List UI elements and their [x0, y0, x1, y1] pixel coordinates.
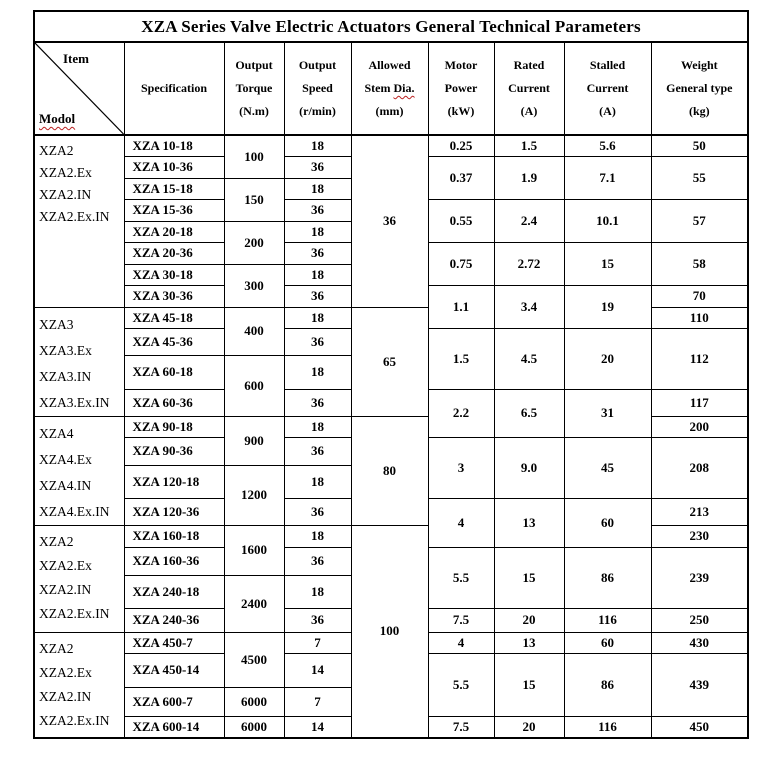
- torque-cell: 300: [224, 264, 284, 307]
- speed-cell: 36: [284, 437, 351, 465]
- weight-cell: 112: [651, 328, 748, 389]
- stem-dia-cell: 65: [351, 307, 428, 416]
- page-title: XZA Series Valve Electric Actuators General Technical Parameters: [34, 11, 748, 42]
- stalled-current-cell: 45: [564, 437, 651, 499]
- rated-current-cell: 20: [494, 716, 564, 738]
- spec-cell: XZA 600-14: [124, 716, 224, 738]
- model-name: XZA2.Ex.IN: [39, 605, 110, 621]
- weight-cell: 430: [651, 632, 748, 653]
- stalled-current-cell: 116: [564, 716, 651, 738]
- stem-dia-cell: 80: [351, 416, 428, 525]
- rated-current-cell: 20: [494, 608, 564, 632]
- weight-cell: 50: [651, 135, 748, 156]
- stem-dia-cell: 36: [351, 135, 428, 307]
- stalled-current-cell: 60: [564, 499, 651, 547]
- speed-cell: 36: [284, 547, 351, 575]
- spec-cell: XZA 160-36: [124, 547, 224, 575]
- weight-cell: 239: [651, 547, 748, 608]
- table-row: [34, 135, 748, 156]
- spec-cell: XZA 450-14: [124, 653, 224, 687]
- power-cell: 5.5: [428, 547, 494, 608]
- power-cell: 4: [428, 632, 494, 653]
- rated-current-cell: 6.5: [494, 389, 564, 437]
- spec-cell: XZA 15-18: [124, 178, 224, 199]
- weight-cell: 208: [651, 437, 748, 499]
- spec-cell: XZA 10-18: [124, 135, 224, 156]
- model-name: XZA3: [39, 316, 74, 332]
- stalled-current-cell: 86: [564, 653, 651, 716]
- stalled-current-cell: 60: [564, 632, 651, 653]
- spec-cell: XZA 60-18: [124, 356, 224, 390]
- spec-cell: XZA 90-18: [124, 416, 224, 437]
- speed-cell: 36: [284, 389, 351, 416]
- speed-cell: 14: [284, 653, 351, 687]
- header-weight: Weight General type (kg): [651, 42, 748, 135]
- speed-cell: 18: [284, 135, 351, 156]
- speed-cell: 7: [284, 632, 351, 653]
- rated-current-cell: 2.72: [494, 242, 564, 285]
- rated-current-cell: 2.4: [494, 199, 564, 242]
- weight-cell: 200: [651, 416, 748, 437]
- speed-cell: 36: [284, 328, 351, 356]
- model-group-cell: [34, 416, 124, 525]
- weight-cell: 450: [651, 716, 748, 738]
- torque-cell: 100: [224, 135, 284, 178]
- power-cell: 7.5: [428, 608, 494, 632]
- header-output-torque: Output Torque (N.m): [224, 42, 284, 135]
- spec-cell: XZA 120-36: [124, 499, 224, 525]
- power-cell: 0.37: [428, 156, 494, 199]
- spec-cell: XZA 45-36: [124, 328, 224, 356]
- weight-cell: 70: [651, 285, 748, 307]
- header-motor-power: Motor Power (kW): [428, 42, 494, 135]
- speed-cell: 18: [284, 221, 351, 242]
- rated-current-cell: 13: [494, 499, 564, 547]
- spec-cell: XZA 240-36: [124, 608, 224, 632]
- parameters-table: [33, 10, 749, 739]
- torque-cell: 900: [224, 416, 284, 465]
- speed-cell: 18: [284, 465, 351, 498]
- header-specification-label: Specification: [141, 81, 207, 95]
- rated-current-cell: 1.9: [494, 156, 564, 199]
- power-cell: 2.2: [428, 389, 494, 437]
- rated-current-cell: 15: [494, 653, 564, 716]
- power-cell: 1.5: [428, 328, 494, 389]
- header-row: [34, 42, 748, 135]
- torque-cell: 1200: [224, 465, 284, 525]
- torque-cell: 200: [224, 221, 284, 264]
- model-name: XZA4.IN: [39, 477, 92, 493]
- speed-cell: 36: [284, 499, 351, 525]
- stalled-current-cell: 19: [564, 285, 651, 328]
- torque-cell: 4500: [224, 632, 284, 687]
- torque-cell: 150: [224, 178, 284, 221]
- torque-cell: 1600: [224, 525, 284, 575]
- speed-cell: 7: [284, 687, 351, 716]
- weight-cell: 55: [651, 156, 748, 199]
- stalled-current-cell: 7.1: [564, 156, 651, 199]
- weight-cell: 230: [651, 525, 748, 547]
- torque-cell: 2400: [224, 575, 284, 632]
- power-cell: 0.75: [428, 242, 494, 285]
- power-cell: 7.5: [428, 716, 494, 738]
- power-cell: 4: [428, 499, 494, 547]
- model-group-cell: [34, 307, 124, 416]
- header-output-speed: Output Speed (r/min): [284, 42, 351, 135]
- weight-cell: 250: [651, 608, 748, 632]
- spec-cell: XZA 600-7: [124, 687, 224, 716]
- rated-current-cell: 9.0: [494, 437, 564, 499]
- speed-cell: 18: [284, 178, 351, 199]
- spec-cell: XZA 240-18: [124, 575, 224, 608]
- rated-current-cell: 1.5: [494, 135, 564, 156]
- model-name: XZA2.Ex.IN: [39, 209, 110, 224]
- power-cell: 0.25: [428, 135, 494, 156]
- power-cell: 0.55: [428, 199, 494, 242]
- stalled-current-cell: 31: [564, 389, 651, 437]
- speed-cell: 36: [284, 285, 351, 307]
- spec-cell: XZA 15-36: [124, 199, 224, 221]
- torque-cell: 6000: [224, 687, 284, 716]
- spec-cell: XZA 20-36: [124, 242, 224, 264]
- spec-cell: XZA 45-18: [124, 307, 224, 328]
- stalled-current-cell: 10.1: [564, 199, 651, 242]
- model-name: XZA4.Ex: [39, 451, 92, 467]
- stem-dia-cell: 100: [351, 525, 428, 738]
- weight-cell: 439: [651, 653, 748, 716]
- spec-cell: XZA 20-18: [124, 221, 224, 242]
- weight-cell: 57: [651, 199, 748, 242]
- model-name: XZA2.IN: [39, 581, 92, 597]
- model-name: XZA3.Ex: [39, 342, 92, 358]
- speed-cell: 36: [284, 156, 351, 178]
- rated-current-cell: 4.5: [494, 328, 564, 389]
- header-item-label: Item: [63, 51, 89, 66]
- spec-cell: XZA 120-18: [124, 465, 224, 498]
- spec-cell: XZA 160-18: [124, 525, 224, 547]
- weight-cell: 110: [651, 307, 748, 328]
- spec-cell: XZA 30-36: [124, 285, 224, 307]
- model-name: XZA2.Ex: [39, 664, 92, 680]
- model-name: XZA4: [39, 425, 74, 441]
- item-model-header-cell: [34, 42, 124, 135]
- torque-cell: 6000: [224, 716, 284, 738]
- speed-cell: 18: [284, 307, 351, 328]
- model-name: XZA2.IN: [39, 688, 92, 704]
- spec-cell: XZA 450-7: [124, 632, 224, 653]
- weight-cell: 117: [651, 389, 748, 416]
- speed-cell: 18: [284, 575, 351, 608]
- speed-cell: 14: [284, 716, 351, 738]
- header-allowed-stem-dia: Allowed Stem Dia. (mm): [351, 42, 428, 135]
- model-name: XZA2: [39, 143, 74, 158]
- header-specification: [124, 42, 224, 135]
- model-name: XZA2: [39, 640, 74, 656]
- model-name: XZA2.Ex: [39, 165, 92, 180]
- power-cell: 3: [428, 437, 494, 499]
- spec-cell: XZA 60-36: [124, 389, 224, 416]
- torque-cell: 600: [224, 356, 284, 416]
- model-group-cell: [34, 632, 124, 738]
- speed-cell: 36: [284, 242, 351, 264]
- stalled-current-cell: 116: [564, 608, 651, 632]
- speed-cell: 18: [284, 525, 351, 547]
- header-rated-current: Rated Current (A): [494, 42, 564, 135]
- stalled-current-cell: 15: [564, 242, 651, 285]
- stalled-current-cell: 86: [564, 547, 651, 608]
- rated-current-cell: 15: [494, 547, 564, 608]
- model-group-cell: [34, 525, 124, 632]
- speed-cell: 18: [284, 356, 351, 390]
- weight-cell: 213: [651, 499, 748, 525]
- speed-cell: 18: [284, 416, 351, 437]
- model-group-cell: [34, 135, 124, 307]
- model-name: XZA3.IN: [39, 368, 92, 384]
- speed-cell: 36: [284, 608, 351, 632]
- speed-cell: 18: [284, 264, 351, 285]
- stalled-current-cell: 5.6: [564, 135, 651, 156]
- model-name: XZA3.Ex.IN: [39, 394, 110, 410]
- model-name: XZA2.Ex.IN: [39, 712, 110, 728]
- model-name: XZA2: [39, 533, 74, 549]
- title-row: [34, 11, 748, 42]
- weight-cell: 58: [651, 242, 748, 285]
- spec-cell: XZA 10-36: [124, 156, 224, 178]
- model-name: XZA4.Ex.IN: [39, 503, 110, 519]
- header-stalled-current: Stalled Current (A): [564, 42, 651, 135]
- speed-cell: 36: [284, 199, 351, 221]
- spec-cell: XZA 30-18: [124, 264, 224, 285]
- stalled-current-cell: 20: [564, 328, 651, 389]
- power-cell: 5.5: [428, 653, 494, 716]
- spec-cell: XZA 90-36: [124, 437, 224, 465]
- header-model-label: Modol: [39, 111, 76, 126]
- torque-cell: 400: [224, 307, 284, 356]
- rated-current-cell: 13: [494, 632, 564, 653]
- model-name: XZA2.IN: [39, 187, 92, 202]
- model-name: XZA2.Ex: [39, 557, 92, 573]
- power-cell: 1.1: [428, 285, 494, 328]
- rated-current-cell: 3.4: [494, 285, 564, 328]
